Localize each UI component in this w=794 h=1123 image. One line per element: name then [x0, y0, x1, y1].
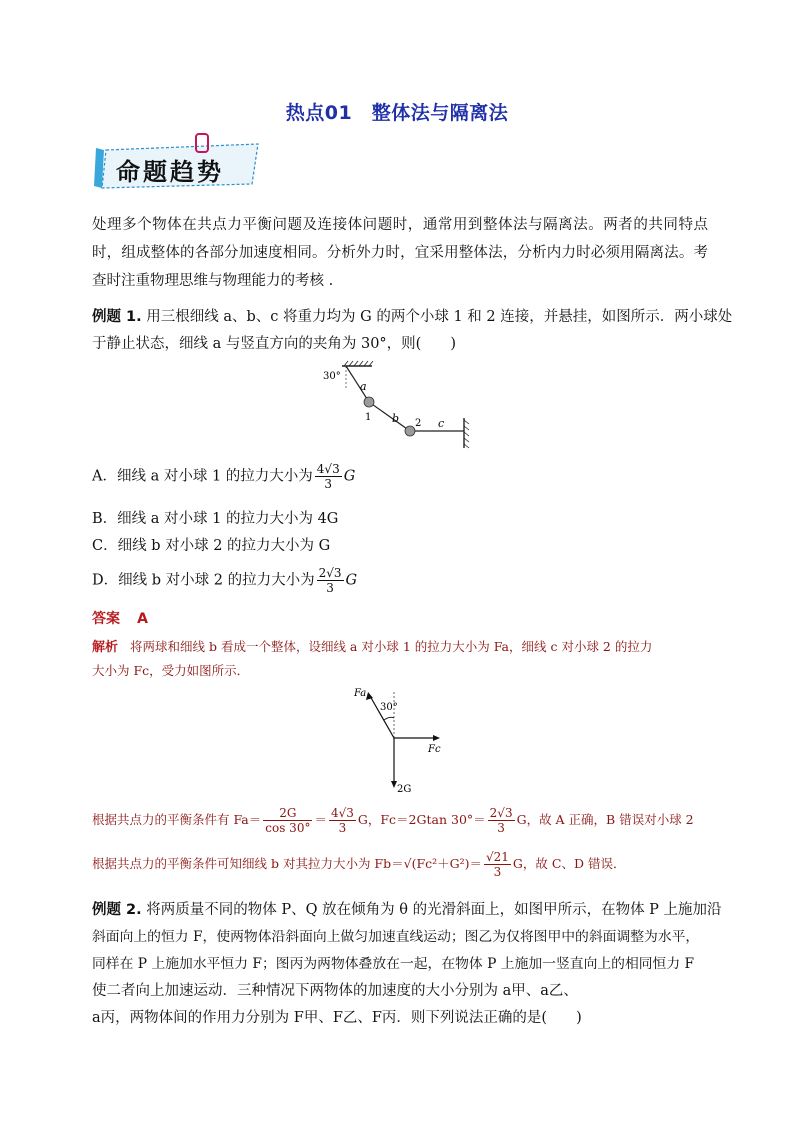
ball-1-label: 1	[365, 412, 372, 423]
example2-text1: 将两质量不同的物体 P、Q 放在倾角为 θ 的光滑斜面上，如图甲所示，在物体 P 上施加沿	[146, 902, 722, 918]
eq1-mid1: ＝	[314, 812, 327, 827]
eq1-fraction2	[329, 806, 356, 835]
eq1-post: G，故 A 正确，B 错误对小球 2	[516, 812, 694, 827]
example1-stem-line2: 于静止状态，细线 a 与竖直方向的夹角为 30°，则( )	[92, 336, 456, 352]
eq1-f2-num: 4√3	[330, 806, 354, 820]
option-d-fraction	[317, 566, 344, 595]
answer-label: 答案	[92, 611, 120, 627]
example2-label: 例题 2.	[92, 902, 142, 918]
ball-1	[364, 397, 374, 407]
equation-line2	[92, 850, 625, 879]
example2-line1	[92, 898, 722, 919]
example1-stem-text: 用三根细线 a、b、c 将重力均为 G 的两个小球 1 和 2 连接，并悬挂，如图所示．两小球处	[146, 309, 733, 325]
option-a-den: 3	[324, 477, 333, 491]
eq2-f-den: 3	[493, 865, 502, 879]
option-a-fraction	[315, 462, 342, 491]
option-d-tail: G	[345, 572, 358, 589]
eq1-f1-num: 2G	[263, 806, 312, 821]
answer-row	[92, 608, 148, 628]
eq2-fraction	[484, 850, 511, 879]
eq2-f-num: √21	[486, 850, 509, 864]
eq1-f3-den: 3	[497, 821, 505, 835]
eq1-f1-den: cos 30°	[265, 821, 311, 835]
option-d-num: 2√3	[318, 566, 342, 580]
analysis-line2: 大小为 Fc，受力如图所示．	[92, 663, 250, 678]
option-c: C．细线 b 对小球 2 的拉力大小为 G	[92, 538, 331, 554]
option-a	[92, 462, 355, 491]
figure-ball-system	[318, 360, 478, 455]
eq2-post: G，故 C、D 错误．	[512, 856, 626, 871]
example2-line4: 使二者向上加速运动．三种情况下两物体的加速度的大小分别为 a甲、a乙、	[92, 983, 578, 999]
analysis-text1: 将两球和细线 b 看成一个整体，设细线 a 对小球 1 的拉力大小为 Fa，细线 c 对小球 2 的拉力	[130, 639, 653, 654]
force-2g-label: 2G	[397, 784, 412, 795]
example2-line3: 同样在 P 上施加水平恒力 F；图丙为两物体叠放在一起，在物体 P 上施加一竖直向上的相同恒力 F	[92, 956, 695, 972]
example1-label: 例题 1.	[92, 309, 142, 325]
page-title: 热点01 整体法与隔离法	[285, 102, 509, 124]
force-angle-label: 30°	[380, 702, 398, 713]
answer-value: A	[137, 611, 148, 627]
eq1-f2-den: 3	[338, 821, 347, 835]
ball-2-label: 2	[415, 418, 422, 429]
option-a-tail: G	[343, 468, 356, 485]
eq1-pre: 根据共点力的平衡条件有 Fa＝	[92, 812, 262, 827]
option-a-num: 4√3	[316, 462, 340, 476]
eq1-f3-num: 2√3	[489, 806, 513, 820]
example2-line2: 斜面向上的恒力 F，使两物体沿斜面向上做匀加速直线运动；图乙为仅将图甲中的斜面调整为水平，	[92, 929, 700, 945]
option-a-text: A．细线 a 对小球 1 的拉力大小为	[92, 468, 313, 485]
eq1-fraction3	[488, 806, 515, 835]
line-b-label: b	[392, 412, 400, 425]
option-d-den: 3	[326, 581, 334, 595]
line-a-label: a	[360, 380, 367, 393]
force-fc-label: Fc	[428, 744, 441, 755]
eq1-mid2: G，Fc＝2Gtan 30°＝	[357, 812, 486, 827]
eq1-fraction1	[263, 806, 312, 835]
ball-2	[405, 426, 415, 436]
angle-label: 30°	[323, 371, 341, 382]
section-banner	[92, 130, 262, 192]
analysis-label: 解析	[92, 640, 119, 655]
example2-line5: a丙，两物体间的作用力分别为 F甲、F乙、F丙．则下列说法正确的是( )	[92, 1010, 582, 1026]
option-b: B．细线 a 对小球 1 的拉力大小为 4G	[92, 511, 339, 527]
option-d-text: D．细线 b 对小球 2 的拉力大小为	[92, 572, 315, 589]
example1-stem-line1	[92, 305, 732, 326]
intro-paragraph: 处理多个物体在共点力平衡问题及连接体问题时，通常用到整体法与隔离法。两者的共同特点时，组成整体的各部分加速度相同。分析外力时，宜采用整体法，分析内力时必须用隔离法。考查时注重物理思维与物理能力的考核 .	[92, 217, 708, 289]
eq2-pre: 根据共点力的平衡条件可知细线 b 对其拉力大小为 Fb＝√(Fc²＋G²)＝	[92, 856, 482, 871]
banner-label: 命题趋势	[116, 158, 224, 186]
equation-line1	[92, 806, 694, 835]
force-fa-label: Fa	[354, 688, 367, 699]
figure-force-diagram	[340, 684, 450, 796]
line-c-label: c	[438, 417, 445, 430]
analysis-line1	[92, 636, 652, 655]
option-d	[92, 566, 357, 595]
